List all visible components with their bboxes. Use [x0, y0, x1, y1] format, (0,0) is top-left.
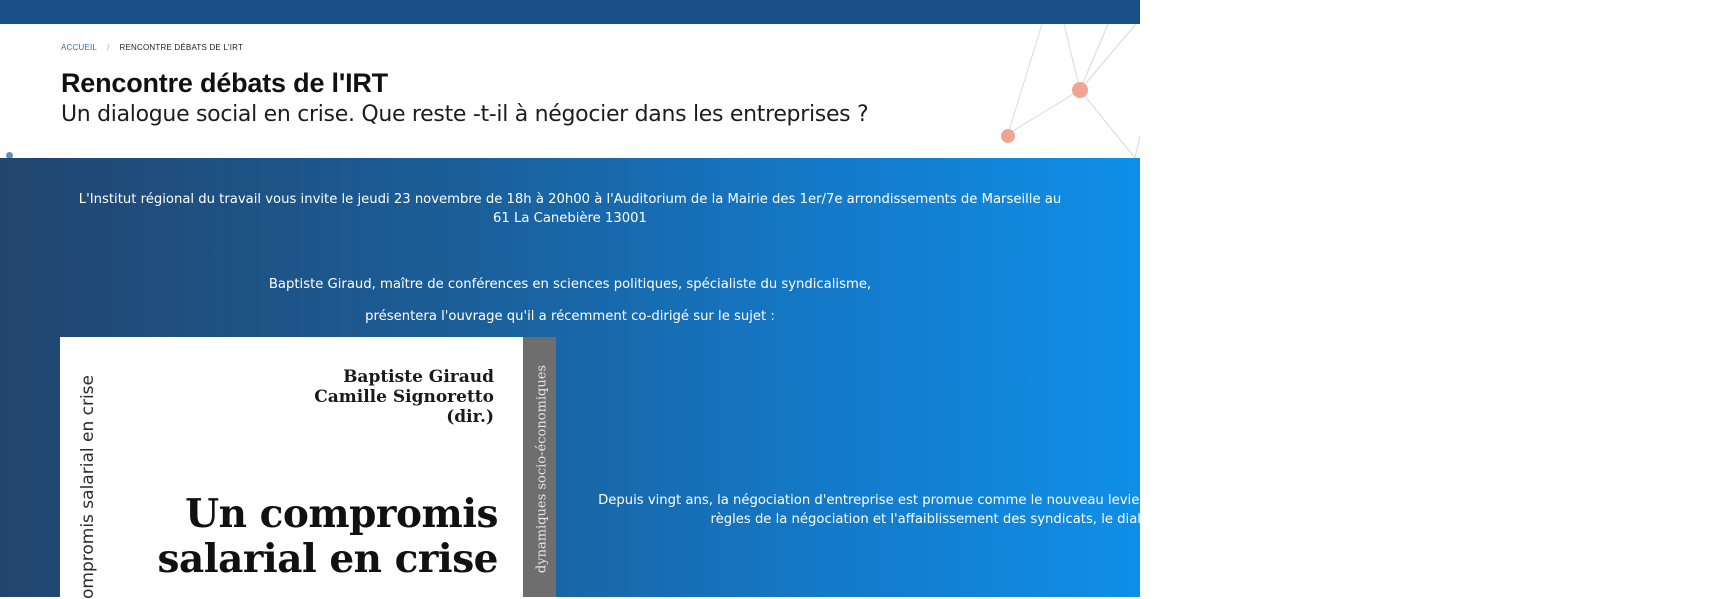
book-series-label: dynamiques socio-économiques: [534, 364, 550, 574]
book-title-line: Un compromis: [185, 491, 498, 537]
book-description: Depuis vingt ans, la négociation d'entreprise est promue comme le nouveau levier de construction du compromis salarial. Avec les transformations du capitalisme, des règles de la négociation et l'affaiblissement des syndicats, le dialogue social en entreprise n'a pourtant jamais été aussi déséquilibré.: [598, 493, 1706, 527]
book-spine-title: ompromis salarial en crise: [78, 375, 98, 599]
breadcrumb-home-link[interactable]: ACCUEIL: [61, 43, 98, 52]
book-title: [158, 492, 498, 582]
event-banner: [0, 158, 1706, 599]
book-title-line: salarial en crise: [157, 536, 498, 582]
network-decoration: [960, 24, 1140, 158]
book-cover-image: [60, 337, 556, 597]
breadcrumb: [61, 43, 243, 52]
top-navigation-bar: [0, 0, 1140, 24]
network-node: [1072, 82, 1088, 98]
book-intro-text: présentera l'ouvrage qu'il a récemment co-dirigé sur le sujet :: [365, 309, 775, 324]
book-author: Baptiste Giraud: [343, 367, 494, 387]
speaker-text: Baptiste Giraud, maître de conférences en sciences politiques, spécialiste du syndicalisme,: [268, 277, 872, 292]
page-subtitle: Un dialogue social en crise. Que reste -t-il à négocier dans les entreprises ?: [61, 102, 869, 127]
page-title: Rencontre débats de l'IRT: [61, 68, 388, 98]
breadcrumb-current: RENCONTRE DÉBATS DE L'IRT: [119, 43, 244, 52]
book-authors: [314, 367, 494, 427]
book-author-suffix: (dir.): [446, 407, 494, 427]
network-node: [1001, 129, 1015, 143]
invitation-text: L'Institut régional du travail vous invite le jeudi 23 novembre de 18h à 20h00 à l'Auditorium de la Mairie des 1er/7e arrondissements de Marseille au 61 La Canebière 13001: [78, 192, 1062, 226]
book-author: Camille Signoretto: [314, 387, 494, 407]
breadcrumb-separator: /: [107, 43, 110, 52]
